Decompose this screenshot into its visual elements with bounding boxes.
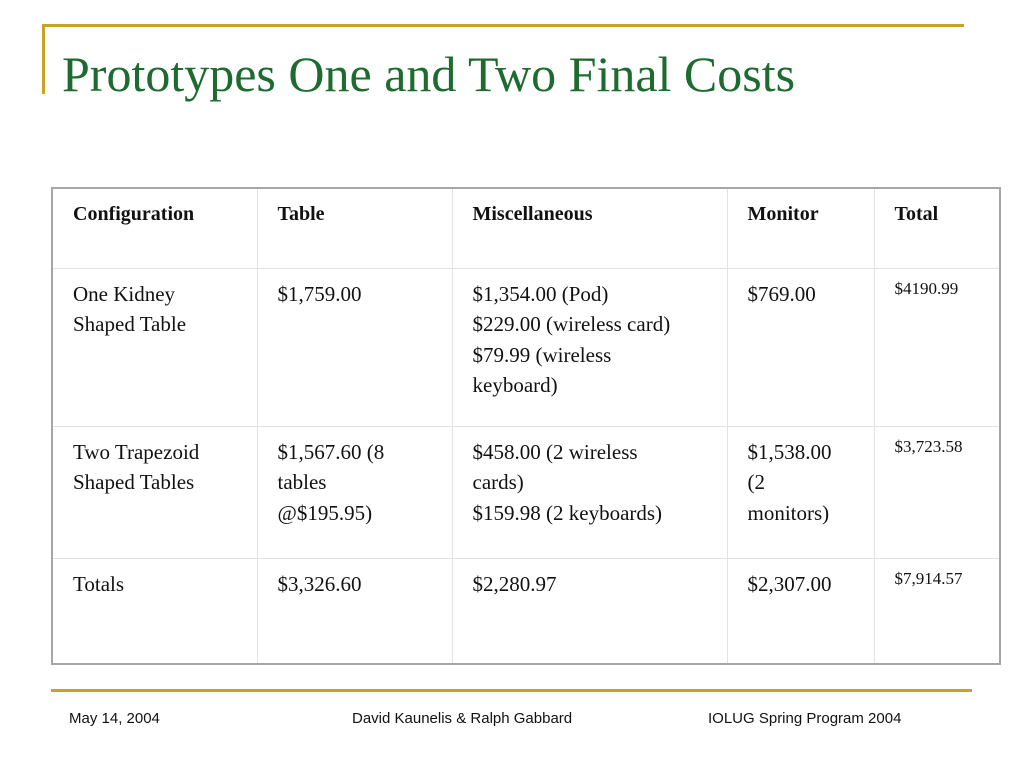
- cell-line: $769.00: [747, 281, 816, 306]
- cell-configuration: [52, 426, 257, 558]
- cell-miscellaneous: [452, 558, 727, 664]
- cell-line: tables: [277, 470, 327, 494]
- header-monitor: Monitor: [727, 188, 874, 268]
- cell-total: $7,914.57: [874, 558, 1000, 664]
- cell-line: $1,354.00 (Pod): [472, 281, 609, 306]
- cell-table: [257, 558, 452, 664]
- cell-line: @$195.95): [277, 500, 373, 525]
- header-miscellaneous: Miscellaneous: [452, 188, 727, 268]
- cell-total: $3,723.58: [874, 426, 1000, 558]
- cell-miscellaneous: [452, 268, 727, 426]
- cell-line: keyboard): [472, 373, 558, 397]
- slide-title: Prototypes One and Two Final Costs: [62, 46, 796, 102]
- cell-miscellaneous: [452, 426, 727, 558]
- cell-line: monitors): [747, 500, 830, 525]
- cell-configuration: [52, 558, 257, 664]
- cell-line: $2,307.00: [747, 571, 832, 596]
- cell-line: $1,538.00: [747, 439, 832, 464]
- header-total: Total: [874, 188, 1000, 268]
- table-row: [52, 268, 1000, 426]
- cell-line: $159.98 (2 keyboards): [472, 500, 663, 525]
- cell-table: [257, 426, 452, 558]
- cell-line: $2,280.97: [472, 571, 557, 596]
- cell-line: Two Trapezoid: [73, 439, 200, 464]
- cell-line: $1,567.60 (8: [277, 439, 385, 464]
- cell-monitor: [727, 558, 874, 664]
- cell-line: $1,759.00: [277, 281, 362, 306]
- table-header-row: [52, 188, 1000, 268]
- footer-date: May 14, 2004: [69, 710, 160, 727]
- cell-total: $4190.99: [874, 268, 1000, 426]
- cell-line: Shaped Tables: [73, 470, 195, 494]
- footer-event: IOLUG Spring Program 2004: [708, 710, 902, 727]
- costs-table: [51, 187, 1001, 665]
- cell-line: (2: [747, 470, 765, 494]
- cell-line: $229.00 (wireless card): [472, 312, 671, 336]
- table-row: [52, 426, 1000, 558]
- cell-line: cards): [472, 470, 524, 494]
- cell-line: $79.99 (wireless: [472, 342, 612, 367]
- cell-line: Totals: [73, 571, 125, 596]
- cell-line: $458.00 (2 wireless: [472, 439, 638, 464]
- footer-authors: David Kaunelis & Ralph Gabbard: [352, 710, 573, 727]
- footer-rule: [51, 689, 972, 692]
- header-table: Table: [257, 188, 452, 268]
- cell-table: [257, 268, 452, 426]
- cell-line: Shaped Table: [73, 312, 187, 336]
- title-accent-vertical-rule: [42, 24, 45, 94]
- cell-monitor: [727, 268, 874, 426]
- cell-configuration: [52, 268, 257, 426]
- cell-monitor: [727, 426, 874, 558]
- cell-line: $3,326.60: [277, 571, 362, 596]
- cell-line: One Kidney: [73, 281, 176, 306]
- table-row: [52, 558, 1000, 664]
- title-accent-horizontal-rule: [42, 24, 964, 27]
- header-configuration: Configuration: [52, 188, 257, 268]
